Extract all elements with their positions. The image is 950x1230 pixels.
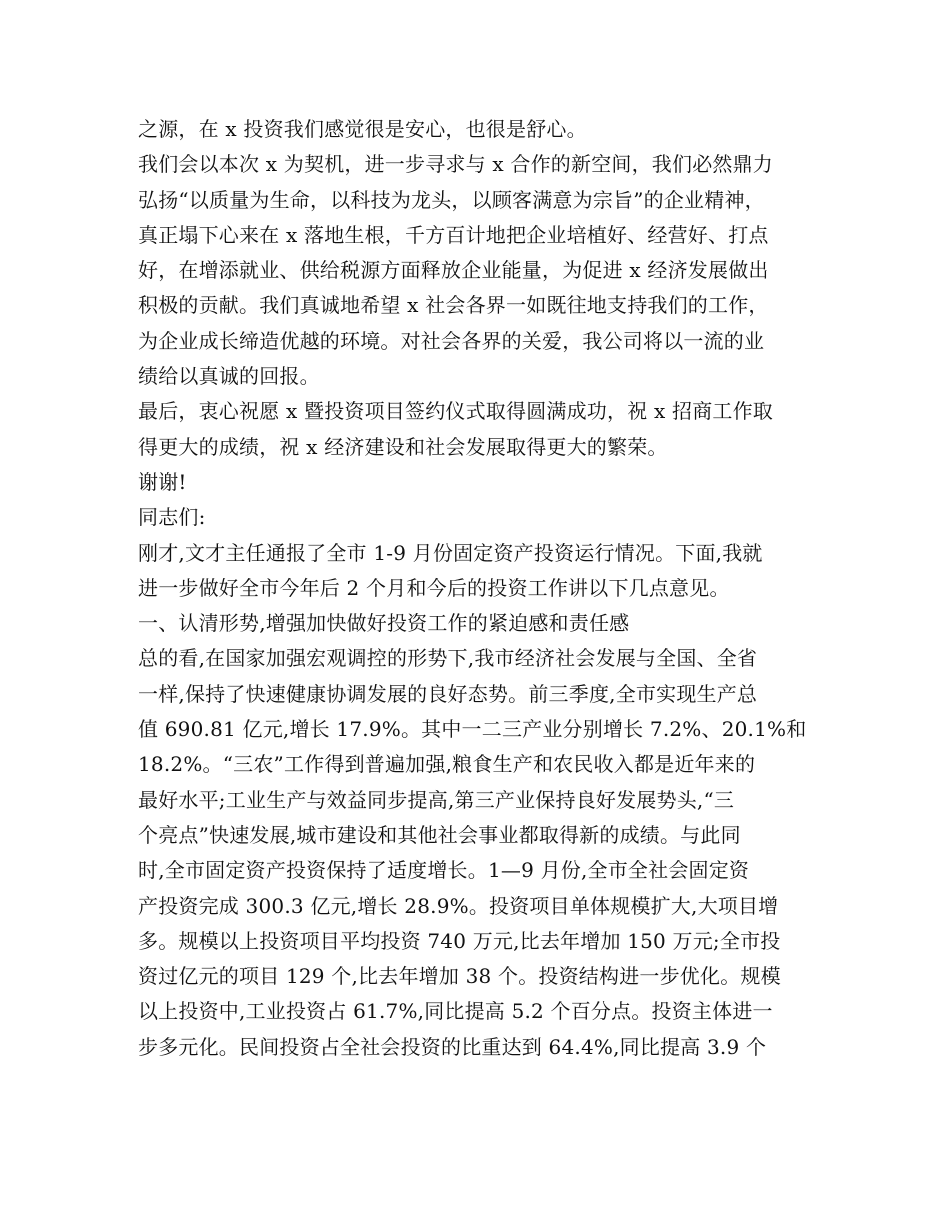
text-line: 我们会以本次 x 为契机，进一步寻求与 x 合作的新空间，我们必然鼎力	[138, 152, 773, 177]
text-line: 同志们:	[138, 505, 206, 530]
text-line: 进一步做好全市今年后 2 个月和今后的投资工作讲以下几点意见。	[138, 575, 730, 600]
text-line: 多。规模以上投资项目平均投资 740 万元,比去年增加 150 万元;全市投	[138, 928, 781, 953]
text-line: 积极的贡献。我们真诚地希望 x 社会各界一如既往地支持我们的工作，	[138, 293, 769, 318]
text-line: 为企业成长缔造优越的环境。对社会各界的关爱，我公司将以一流的业	[138, 328, 765, 353]
text-line: 最后，衷心祝愿 x 暨投资项目签约仪式取得圆满成功，祝 x 招商工作取	[138, 399, 773, 424]
text-line: 18.2%。“三农”工作得到普遍加强,粮食生产和农民收入都是近年来的	[138, 752, 756, 777]
text-line: 得更大的成绩，祝 x 经济建设和社会发展取得更大的繁荣。	[138, 434, 668, 459]
text-line: 个亮点”快速发展,城市建设和其他社会事业都取得新的成绩。与此同	[138, 822, 741, 847]
text-line: 资过亿元的项目 129 个,比去年增加 38 个。投资结构进一步优化。规模	[138, 964, 781, 989]
text-line: 真正塌下心来在 x 落地生根，千方百计地把企业培植好、经营好、打点	[138, 222, 769, 247]
text-line: 谢谢!	[138, 469, 187, 494]
text-line: 弘扬“以质量为生命，以科技为龙头，以顾客满意为宗旨”的企业精神，	[138, 187, 765, 212]
section-heading: 一、认清形势,增强加快做好投资工作的紧迫感和责任感	[138, 611, 630, 636]
text-line: 总的看,在国家加强宏观调控的形势下,我市经济社会发展与全国、全省	[138, 646, 758, 671]
text-line: 一样,保持了快速健康协调发展的良好态势。前三季度,全市实现生产总	[138, 681, 758, 706]
text-line: 产投资完成 300.3 亿元,增长 28.9%。投资项目单体规模扩大,大项目增	[138, 893, 779, 918]
text-line: 最好水平;工业生产与效益同步提高,第三产业保持良好发展势头,“三	[138, 787, 735, 812]
text-line: 之源，在 x 投资我们感觉很是安心，也很是舒心。	[138, 117, 587, 141]
text-line: 刚才,文才主任通报了全市 1-9 月份固定资产投资运行情况。下面,我就	[138, 540, 763, 565]
text-line: 绩给以真诚的回报。	[138, 364, 320, 389]
text-line: 步多元化。民间投资占全社会投资的比重达到 64.4%,同比提高 3.9 个	[138, 1034, 767, 1059]
text-line: 以上投资中,工业投资占 61.7%,同比提高 5.2 个百分点。投资主体进一	[138, 999, 773, 1024]
document-body	[138, 112, 818, 1065]
text-line: 时,全市固定资产投资保持了适度增长。1—9 月份,全市全社会固定资	[138, 858, 750, 883]
text-line: 好，在增添就业、供给税源方面释放企业能量，为促进 x 经济发展做出	[138, 258, 769, 283]
text-line: 值 690.81 亿元,增长 17.9%。其中一二三产业分别增长 7.2%、20.1%和	[138, 717, 807, 742]
